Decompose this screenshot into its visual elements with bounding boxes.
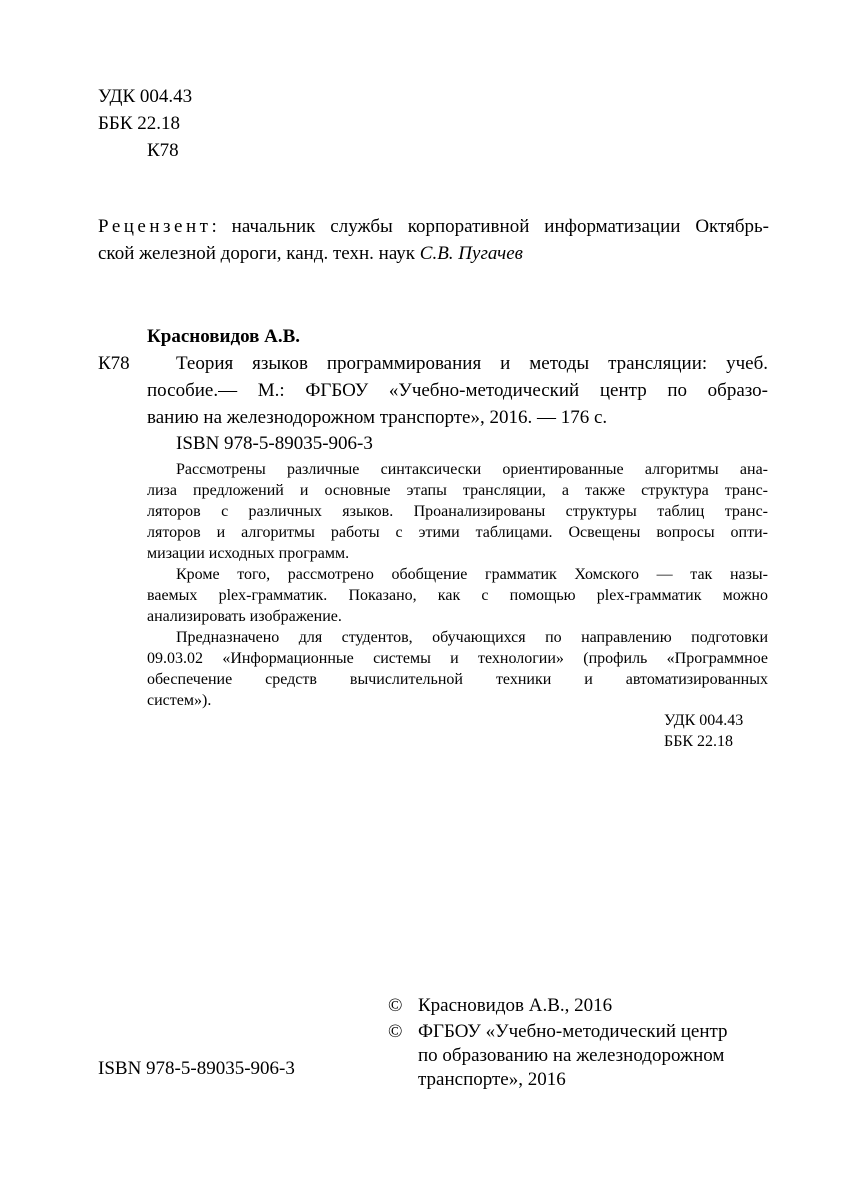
reviewer-text-1: : начальник службы корпоративной информатизации Октябрь- <box>211 216 769 237</box>
entry-author: Красновидов А.В. <box>147 326 301 347</box>
annotation-line-8: анализировать изображение. <box>147 608 342 625</box>
annotation-line-12: систем»). <box>147 692 212 709</box>
reviewer-label: Рецензент <box>98 216 212 237</box>
annotation-line-7: ваемых plex-грамматик. Показано, как с помощью plex-грамматик можно <box>147 587 768 604</box>
entry-title-line-2: пособие.— М.: ФГБОУ «Учебно-методический центр по образо- <box>147 380 768 401</box>
annotation-line-9: Предназначено для студентов, обучающихся по направлению подготовки <box>176 629 768 646</box>
annotation-line-5: мизации исходных программ. <box>147 545 350 562</box>
annotation-line-6: Кроме того, рассмотрено обобщение грамматик Хомского — так назы- <box>176 566 768 583</box>
index-udk: УДК 004.43 <box>664 712 744 729</box>
udk-code: УДК 004.43 <box>98 86 193 107</box>
copyright-publisher-line-2: по образованию на железнодорожном <box>418 1045 725 1066</box>
copyright-symbol-1: © <box>388 995 403 1016</box>
reviewer-text-2: ской железной дороги, канд. техн. наук <box>98 243 420 264</box>
annotation-line-11: обеспечение средств вычислительной техники и автоматизированных <box>147 671 768 688</box>
annotation-line-4: ляторов и алгоритмы работы с этими таблицами. Освещены вопросы опти- <box>147 524 768 541</box>
bottom-isbn: ISBN 978-5-89035-906-3 <box>98 1058 295 1079</box>
copyright-publisher-line-3: транспорте», 2016 <box>418 1069 566 1090</box>
annotation-line-10: 09.03.02 «Информационные системы и технологии» (профиль «Программное <box>147 650 768 667</box>
reviewer-line-2 <box>98 243 523 265</box>
author-sign: К78 <box>147 140 179 161</box>
entry-sign: К78 <box>98 353 130 374</box>
entry-title-line-1: Теория языков программирования и методы трансляции: учеб. <box>176 353 768 374</box>
entry-title-line-3: ванию на железнодорожном транспорте», 2016. — 176 с. <box>147 407 608 428</box>
entry-isbn: ISBN 978-5-89035-906-3 <box>176 433 373 454</box>
reviewer-name: С.В. Пугачев <box>419 243 523 264</box>
index-bbk: ББК 22.18 <box>664 733 734 750</box>
reviewer-line-1 <box>98 216 769 238</box>
copyright-symbol-2: © <box>388 1021 403 1042</box>
copyright-publisher-text-1: ФГБОУ «Учебно-методический центр <box>418 1021 728 1042</box>
bbk-code: ББК 22.18 <box>98 113 180 134</box>
copyright-author: Красновидов А.В., 2016 <box>418 995 613 1016</box>
copyright-publisher-line-1 <box>418 1021 728 1043</box>
annotation-line-3: ляторов с различных языков. Проанализированы структуры таблиц транс- <box>147 503 768 520</box>
annotation-line-2: лиза предложений и основные этапы трансляции, а также структура транс- <box>147 482 768 499</box>
annotation-line-1: Рассмотрены различные синтаксически ориентированные алгоритмы ана- <box>176 461 768 478</box>
